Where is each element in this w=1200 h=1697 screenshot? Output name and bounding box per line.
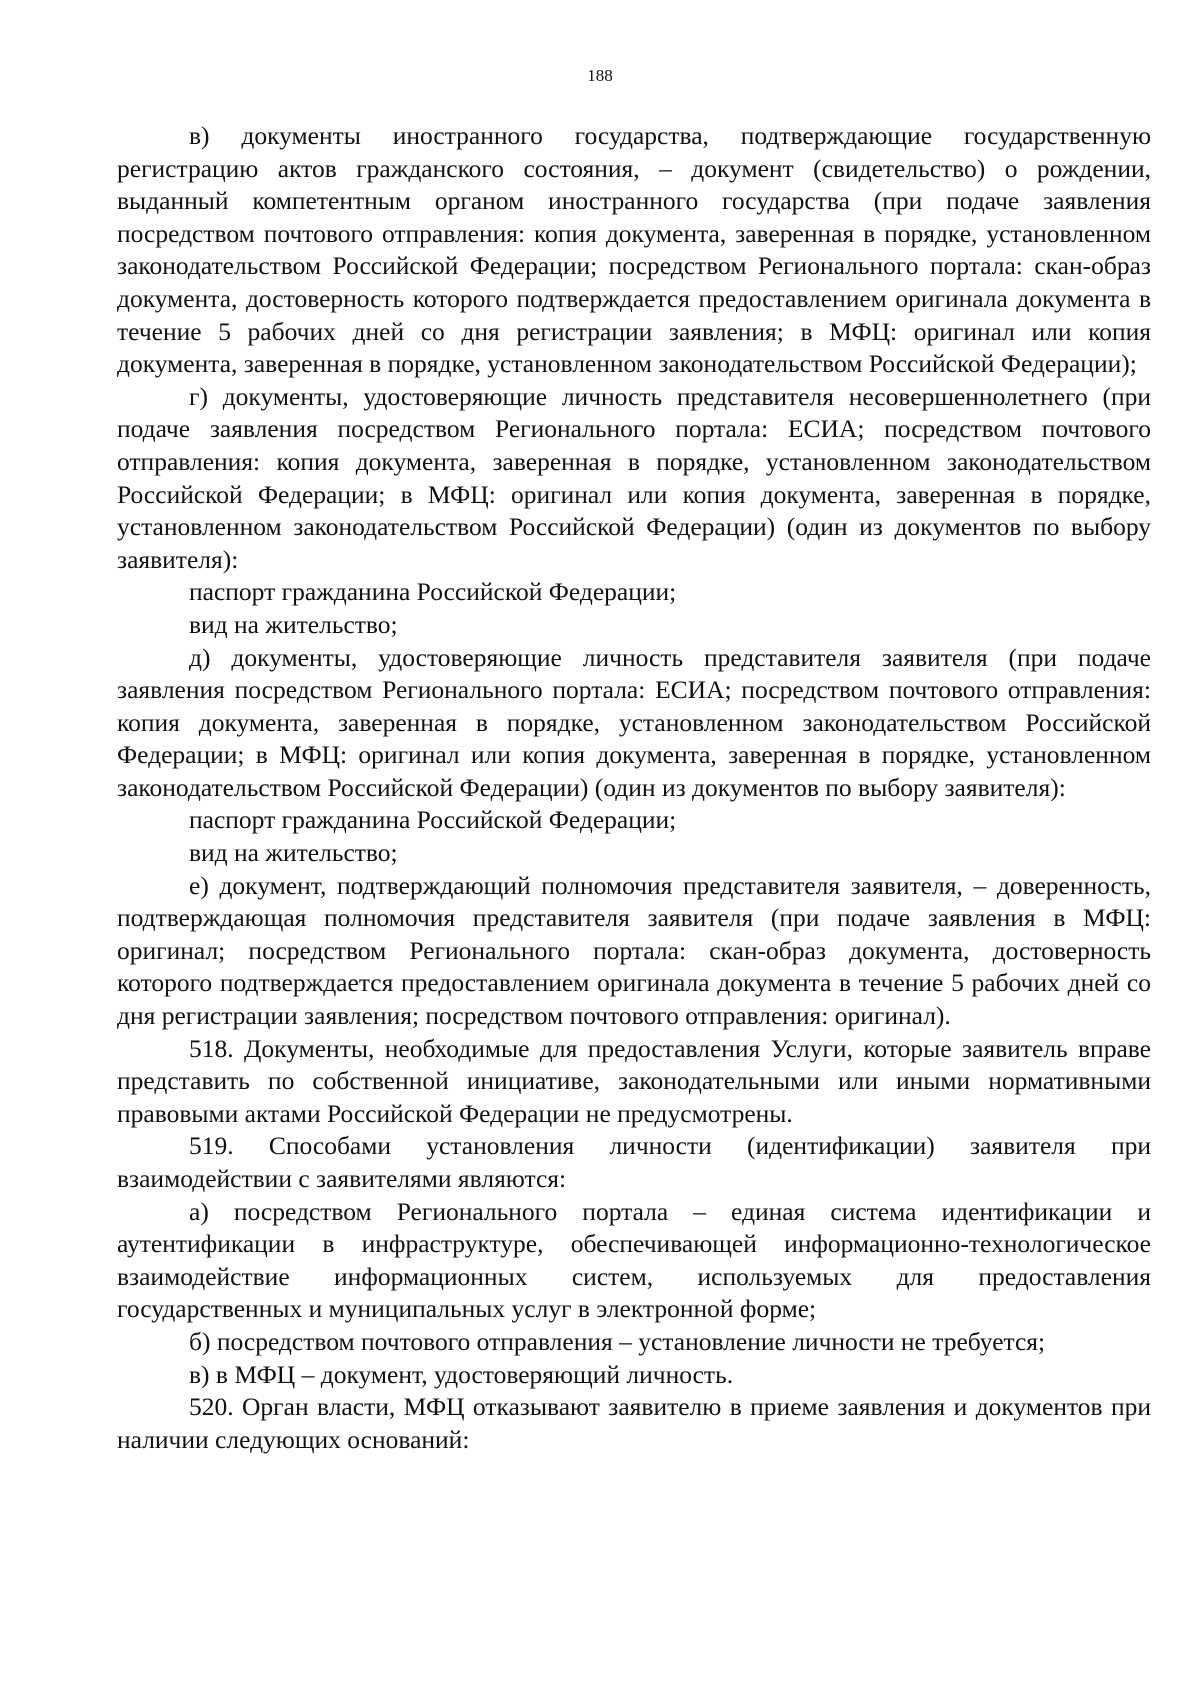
paragraph-520: 520. Орган власти, МФЦ отказывают заявителю в приеме заявления и документов при наличии следующих оснований: [117,1392,1151,1454]
paragraph-518: 518. Документы, необходимые для предоставления Услуги, которые заявитель вправе представить по собственной инициативе, законодательными или иными нормативными правовыми актами Российской Федерации не предусмотрены. [117,1033,1151,1128]
paragraph-v-foreign-documents: в) документы иностранного государства, подтверждающие государственную регистрацию актов гражданского состояния, – документ (свидетельство) о рождении, выданный компетентным органом иностранного государства (при подаче заявления посредством почтового отправления: копия документа, заверенная в порядке, установленном законодательством Российской Федерации; посредством Регионального портала: скан-образ документа, достоверность которого подтверждается предоставлением оригинала документа в течение 5 рабочих дней со дня регистрации заявления; в МФЦ: оригинал или копия документа, заверенная в порядке, установленном законодательством Российской Федерации); [117,121,1151,379]
paragraph-a-regional-portal: а) посредством Регионального портала – единая система идентификации и аутентификации в инфраструктуре, обеспечивающей информационно-технологическое взаимодействие информационных систем, используемых для предоставления государственных и муниципальных услуг в электронной форме; [117,1196,1151,1324]
paragraph-e-power-of-attorney: е) документ, подтверждающий полномочия представителя заявителя, – доверенность, подтверждающая полномочия представителя заявителя (при подаче заявления в МФЦ: оригинал; посредством Регионального портала: скан-образ документа, достоверность которого подтверждается предоставлением оригинала документа в течение 5 рабочих дней со дня регистрации заявления; посредством почтового отправления: оригинал). [117,870,1151,1031]
document-body [117,120,1151,1456]
paragraph-v-mfc: в) в МФЦ – документ, удостоверяющий личность. [189,1359,734,1389]
list-item-passport: паспорт гражданина Российской Федерации; [189,805,677,835]
list-item-residence-permit: вид на жительство; [189,838,398,868]
page-number: 188 [587,66,613,85]
paragraph-d-applicant-representative-id: д) документы, удостоверяющие личность представителя заявителя (при подаче заявления посредством Регионального портала: ЕСИА; посредством почтового отправления: копия документа, заверенная в порядке, установленном законодательством Российской Федерации; в МФЦ: оригинал или копия документа, заверенная в порядке, установленном законодательством Российской Федерации) (один из документов по выбору заявителя): [117,642,1151,802]
paragraph-519: 519. Способами установления личности (идентификации) заявителя при взаимодействии с заявителями являются: [117,1131,1151,1193]
list-item-passport: паспорт гражданина Российской Федерации; [189,577,677,607]
paragraph-b-postal: б) посредством почтового отправления – установление личности не требуется; [189,1326,1046,1356]
list-item-residence-permit: вид на жительство; [189,609,398,639]
paragraph-g-minor-representative-id: г) документы, удостоверяющие личность представителя несовершеннолетнего (при подаче заявления посредством Регионального портала: ЕСИА; посредством почтового отправления: копия документа, заверенная в порядке, установленном законодательством Российской Федерации; в МФЦ: оригинал или копия документа, заверенная в порядке, установленном законодательством Российской Федерации) (один из документов по выбору заявителя): [117,381,1151,574]
